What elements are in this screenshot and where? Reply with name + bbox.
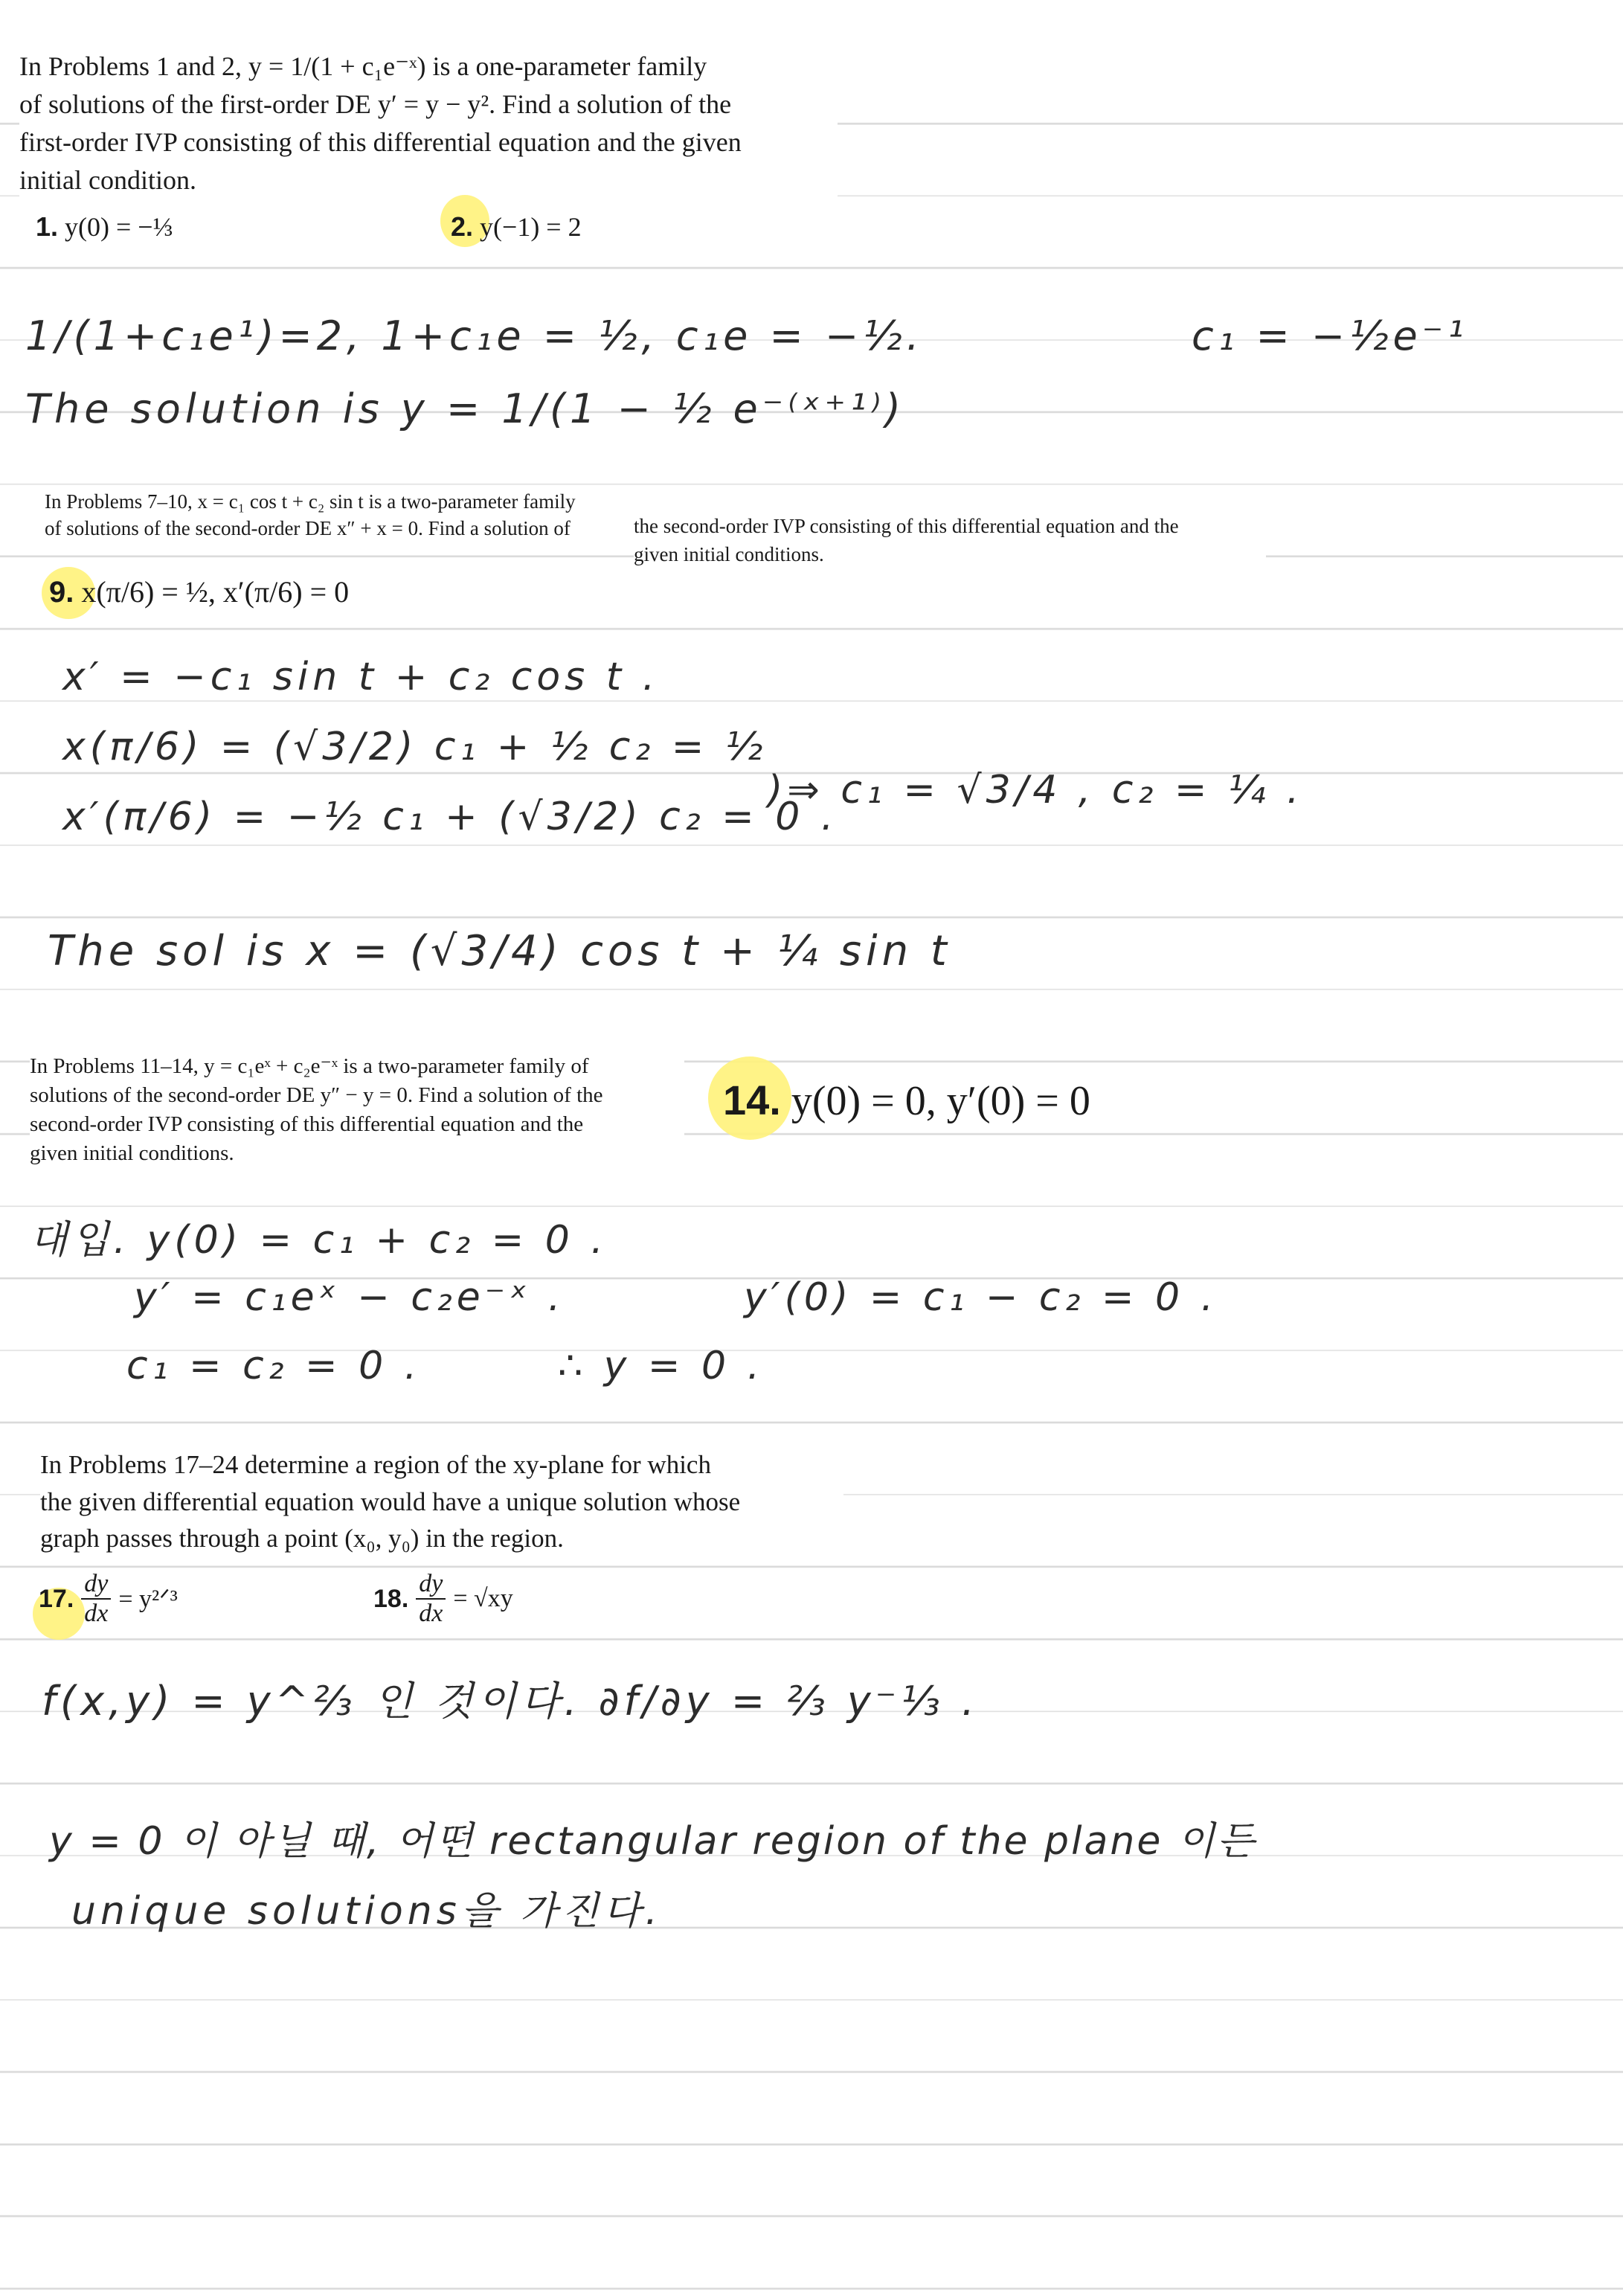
handwritten-line: y′(0) = c₁ − c₂ = 0 .	[744, 1275, 1218, 1320]
intro-line: first-order IVP consisting of this differential equation and the given	[19, 127, 742, 158]
handwritten-line: x′(π/6) = −½ c₁ + (√3/2) c₂ = 0 .	[62, 795, 838, 839]
problem-intro-7-10-right	[634, 512, 1266, 569]
equation-rhs: = y²ᐟ³	[118, 1585, 178, 1613]
problem-1	[36, 211, 173, 243]
intro-line: In Problems 7–10, x = c₁ cos t + c₂ sin t is a two-parameter family	[45, 490, 576, 513]
fraction-numerator: dy	[416, 1570, 446, 1600]
intro-line: the given differential equation would have a unique solution whose	[40, 1487, 741, 1516]
handwritten-line: The solution is y = 1/(1 − ½ e⁻⁽ˣ⁺¹⁾)	[25, 385, 905, 432]
intro-line: graph passes through a point (x₀, y₀) in the region.	[40, 1524, 564, 1553]
intro-line: of solutions of the second-order DE x″ + x = 0. Find a solution of	[45, 517, 571, 540]
intro-line: given initial conditions.	[30, 1141, 234, 1165]
intro-line: In Problems 11–14, y = c₁eˣ + c₂e⁻ˣ is a two-parameter family of	[30, 1054, 589, 1078]
problem-number: 9.	[49, 576, 74, 609]
handwritten-line: The sol is x = (√3/4) cos t + ¼ sin t	[48, 927, 951, 975]
derivative-fraction	[416, 1570, 446, 1628]
problem-17	[39, 1570, 178, 1628]
intro-line: In Problems 17–24 determine a region of the xy-plane for which	[40, 1450, 711, 1479]
problem-intro-11-14	[30, 1052, 684, 1167]
derivative-fraction	[81, 1570, 111, 1628]
intro-line: given initial conditions.	[634, 543, 824, 566]
intro-line: initial condition.	[19, 165, 196, 196]
handwritten-line: )⇒ c₁ = √3/4 , c₂ = ¼ .	[768, 768, 1304, 812]
problem-number: 18.	[373, 1584, 409, 1613]
problem-number: 2.	[451, 211, 474, 242]
handwritten-line: y′ = c₁eˣ − c₂e⁻ˣ .	[134, 1275, 565, 1320]
problem-9	[49, 574, 349, 609]
problem-condition: y(0) = 0, y′(0) = 0	[791, 1078, 1090, 1124]
problem-intro-17-24	[40, 1446, 843, 1557]
handwritten-line: ∴ y = 0 .	[558, 1344, 765, 1388]
fraction-numerator: dy	[81, 1570, 111, 1600]
problem-14	[723, 1076, 1090, 1125]
fraction-denominator: dx	[84, 1600, 109, 1627]
handwritten-line: x(π/6) = (√3/2) c₁ + ½ c₂ = ½	[62, 725, 768, 769]
handwritten-line: unique solutions을 가진다.	[71, 1889, 662, 1934]
handwritten-line: 1/(1+c₁e¹)=2, 1+c₁e = ½, c₁e = −½.	[25, 312, 924, 359]
handwritten-line: c₁ = −½e⁻¹	[1192, 312, 1468, 359]
handwritten-line: x′ = −c₁ sin t + c₂ cos t .	[62, 655, 660, 699]
problem-number: 17.	[39, 1584, 74, 1613]
intro-line: second-order IVP consisting of this differential equation and the	[30, 1112, 584, 1136]
problem-intro-1-2	[19, 48, 838, 199]
problem-2	[451, 211, 582, 243]
handwritten-line: 대입. y(0) = c₁ + c₂ = 0 .	[30, 1218, 608, 1263]
intro-line: of solutions of the first-order DE y′ = y − y². Find a solution of the	[19, 89, 732, 120]
handwritten-line: f(x,y) = y^⅔ 인 것이다. ∂f/∂y = ⅔ y⁻⅓ .	[42, 1678, 979, 1725]
problem-number: 1.	[36, 211, 59, 242]
problem-condition: x(π/6) = ½, x′(π/6) = 0	[81, 575, 350, 609]
problem-intro-7-10-left	[45, 488, 610, 542]
problem-condition: y(−1) = 2	[480, 212, 582, 242]
equation-rhs: = √xy	[453, 1585, 513, 1612]
problem-18	[373, 1570, 513, 1628]
handwritten-line: c₁ = c₂ = 0 .	[126, 1344, 422, 1388]
handwritten-line: y = 0 이 아닐 때, 어떤 rectangular region of the plane 이든	[49, 1819, 1257, 1864]
problem-condition: y(0) = −⅓	[65, 212, 173, 242]
intro-line: solutions of the second-order DE y″ − y = 0. Find a solution of the	[30, 1083, 603, 1107]
intro-line: the second-order IVP consisting of this differential equation and the	[634, 515, 1179, 537]
intro-line: In Problems 1 and 2, y = 1/(1 + c₁e⁻ˣ) is a one-parameter family	[19, 51, 707, 81]
problem-number: 14.	[723, 1077, 781, 1123]
fraction-denominator: dx	[419, 1600, 443, 1627]
